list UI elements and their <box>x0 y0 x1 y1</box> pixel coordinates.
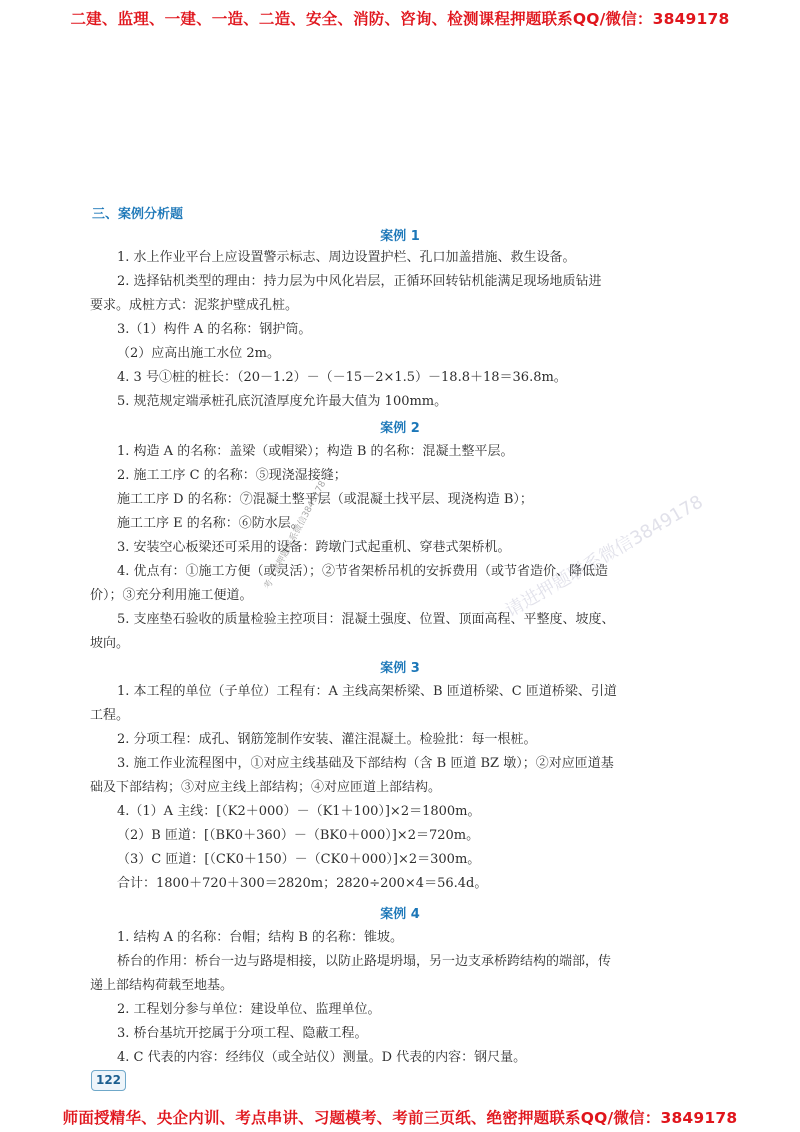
case-2-line: 3. 安装空心板梁还可采用的设备：跨墩门式起重机、穿巷式架桥机。 <box>117 540 511 555</box>
case-1-line: 3.（1）构件 A 的名称：钢护筒。 <box>117 322 312 337</box>
case-2-line: 价）；③充分利用施工便道。 <box>90 588 253 603</box>
case-3-line: 3. 施工作业流程图中，①对应主线基础及下部结构（含 B 匝道 BZ 墩）；②对应匝道基 <box>117 756 614 771</box>
case-4-line: 1. 结构 A 的名称：台帽；结构 B 的名称：锥坡。 <box>117 930 404 945</box>
case-2-line: 施工工序 E 的名称：⑥防水层。 <box>117 516 304 531</box>
top-promo-banner: 二建、监理、一建、一造、二造、安全、消防、咨询、检测课程押题联系QQ/微信：3849178 <box>70 10 730 28</box>
case-1-line: （2）应高出施工水位 2m。 <box>117 346 281 361</box>
case-2-title: 案例 2 <box>380 421 420 436</box>
case-4-line: 3. 桥台基坑开挖属于分项工程、隐蔽工程。 <box>117 1026 368 1041</box>
case-3-line: （3）C 匝道：[（CK0＋150）－（CK0＋000）]×2＝300m。 <box>117 852 481 867</box>
case-3-line: 2. 分项工程：成孔、钢筋笼制作安装、灌注混凝土。检验批：每一根桩。 <box>117 732 537 747</box>
case-2-line: 4. 优点有：①施工方便（或灵活）；②节省架桥吊机的安拆费用（或节省造价、降低造 <box>117 564 609 579</box>
case-3-line: 合计：1800＋720＋300＝2820m；2820÷200×4＝56.4d。 <box>117 876 488 891</box>
case-1-line: 5. 规范规定端承桩孔底沉渣厚度允许最大值为 100mm。 <box>117 394 448 409</box>
case-1-line: 2. 选择钻机类型的理由：持力层为中风化岩层，正循环回转钻机能满足现场地质钻进 <box>117 274 602 289</box>
case-1-title: 案例 1 <box>380 229 420 244</box>
case-2-line: 5. 支座垫石验收的质量检验主控项目：混凝土强度、位置、顶面高程、平整度、坡度、 <box>117 612 615 627</box>
case-4-line: 2. 工程划分参与单位：建设单位、监理单位。 <box>117 1002 381 1017</box>
watermark-small: 考一建押题联系微信3849178 <box>262 479 329 592</box>
page-number: 122 <box>91 1070 126 1091</box>
case-4-line: 4. C 代表的内容：经纬仪（或全站仪）测量。D 代表的内容：钢尺量。 <box>117 1050 527 1065</box>
case-3-line: 工程。 <box>90 708 130 723</box>
case-2-line: 1. 构造 A 的名称：盖梁（或帽梁）；构造 B 的名称：混凝土整平层。 <box>117 444 514 459</box>
case-2-line: 2. 施工工序 C 的名称：⑤现浇湿接缝； <box>117 468 347 483</box>
watermark-large: 请进押题联系微信3849178 <box>502 491 707 622</box>
case-3-line: 础及下部结构；③对应主线上部结构；④对应匝道上部结构。 <box>90 780 442 795</box>
case-1-line: 1. 水上作业平台上应设置警示标志、周边设置护栏、孔口加盖措施、救生设备。 <box>117 250 576 265</box>
case-2-line: 施工工序 D 的名称：⑦混凝土整平层（或混凝土找平层、现浇构造 B）； <box>117 492 533 507</box>
case-4-line: 桥台的作用：桥台一边与路堤相接，以防止路堤坍塌，另一边支承桥跨结构的端部，传 <box>117 954 612 969</box>
section-title: 三、案例分析题 <box>92 207 184 222</box>
case-3-line: 1. 本工程的单位（子单位）工程有：A 主线高架桥梁、B 匝道桥梁、C 匝道桥梁、引道 <box>117 684 617 699</box>
case-3-line: 4.（1）A 主线：[（K2＋000）－（K1＋100）]×2＝1800m。 <box>117 804 481 819</box>
bottom-promo-banner: 师面授精华、央企内训、考点串讲、习题模考、考前三页纸、绝密押题联系QQ/微信：3849178 <box>62 1109 738 1127</box>
case-4-title: 案例 4 <box>380 907 420 922</box>
case-1-line: 4. 3 号①桩的桩长：（20－1.2）－（－15－2×1.5）－18.8＋18＝36.8m。 <box>117 370 567 385</box>
case-4-line: 递上部结构荷载至地基。 <box>90 978 234 993</box>
case-3-title: 案例 3 <box>380 661 420 676</box>
case-3-line: （2）B 匝道：[（BK0＋360）－（BK0＋000）]×2＝720m。 <box>117 828 480 843</box>
case-1-line: 要求。成桩方式：泥浆护壁成孔桩。 <box>90 298 299 313</box>
case-2-line: 坡向。 <box>90 636 130 651</box>
